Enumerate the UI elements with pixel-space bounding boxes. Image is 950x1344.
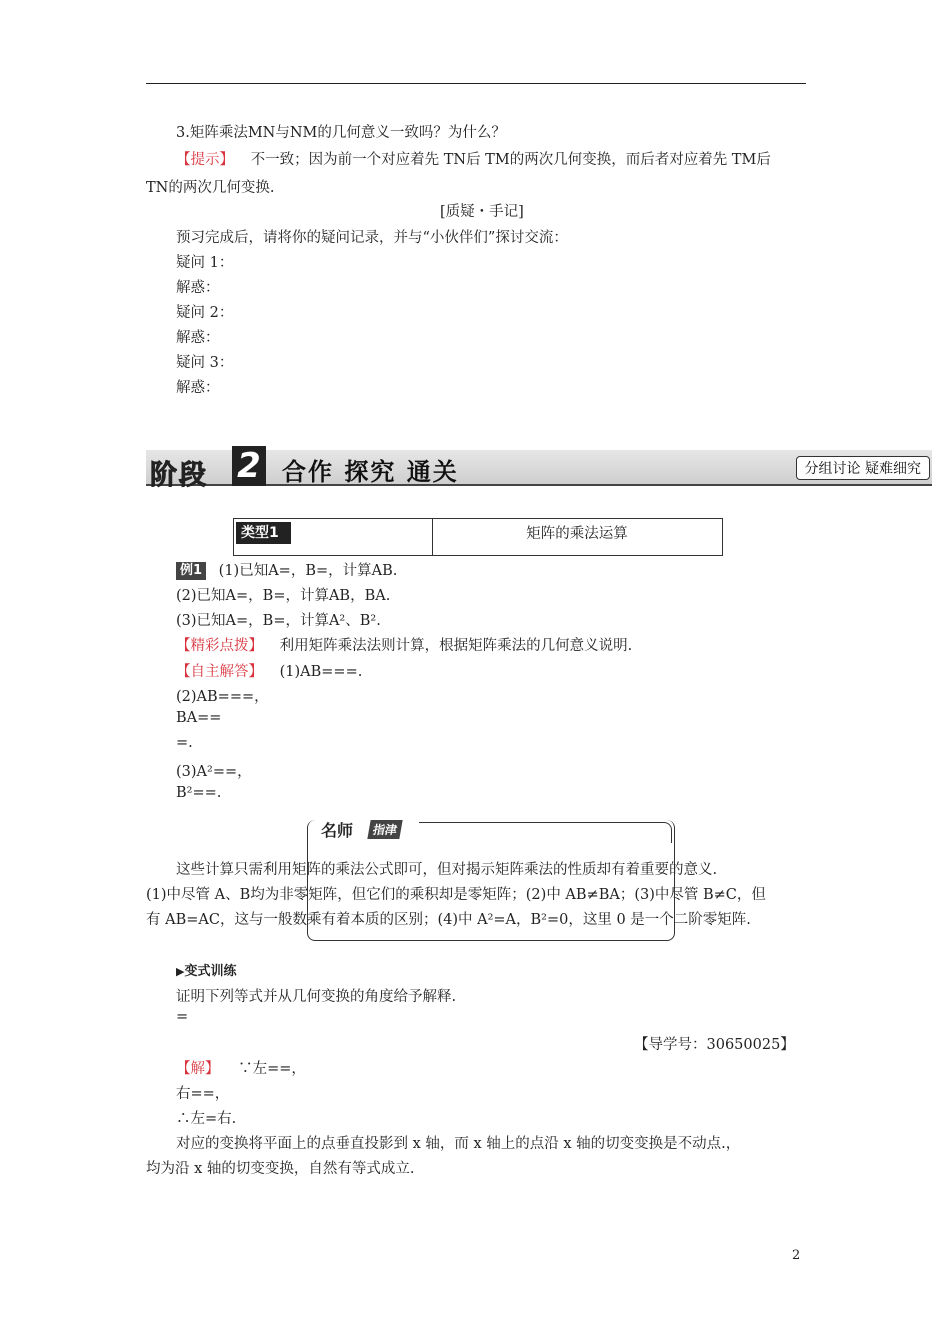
hint-text: 不一致；因为前一个对应着先 TN后 TM的两次几何变换，而后者对应着先 TM后 — [250, 152, 771, 168]
example-line-2: (2)已知A=，B=，计算AB，BA. — [176, 588, 391, 604]
notes-intro: 预习完成后，请将你的疑问记录，并与“小伙伴们”探讨交流： — [176, 230, 568, 246]
notes-line: 解惑： — [176, 280, 220, 296]
answer-line: (2)AB===， — [176, 689, 269, 705]
notes-line: 疑问 1： — [176, 255, 234, 271]
tip-line: 这些计算只需利用矩阵的乘法公式即可，但对揭示矩阵乘法的性质却有着重要的意义. — [176, 862, 718, 878]
variant-label-text: 变式训练 — [184, 964, 237, 979]
variant-line: = — [176, 1009, 189, 1025]
hint-label: 【提示】 — [176, 152, 234, 168]
jie-text: ∵左==， — [238, 1061, 306, 1077]
example-line-3: (3)已知A=，B=，计算A²、B². — [176, 613, 381, 629]
banner-title: 合作 探究 通关 — [282, 458, 459, 486]
zizhu-label: 【自主解答】 — [176, 664, 263, 680]
example-label: 例1 — [176, 562, 206, 580]
notes-line: 疑问 3： — [176, 355, 234, 371]
tip-title: 名师 — [321, 818, 355, 841]
banner-right-label: 分组讨论 疑难细究 — [796, 456, 930, 480]
tip-line: 有 AB=AC，这与一般数乘有着本质的区别；(4)中 A²=A，B²=0，这里 0 是一个二阶零矩阵. — [146, 912, 751, 928]
solution-line: 右==， — [176, 1086, 230, 1102]
tip-header-line — [419, 822, 672, 843]
header-rule — [146, 83, 806, 84]
variant-line: 证明下列等式并从几何变换的角度给予解释. — [176, 989, 457, 1005]
solution-line: ∴左=右. — [176, 1111, 237, 1127]
solution-line: 对应的变换将平面上的点垂直投影到 x 轴，而 x 轴上的点沿 x 轴的切变变换是不动点.， — [176, 1136, 741, 1152]
hint-line — [176, 148, 771, 169]
banner-number: 2 — [232, 446, 266, 486]
jie-label: 【解】 — [176, 1061, 220, 1077]
notes-line: 解惑： — [176, 380, 220, 396]
guide-number: 【导学号：30650025】 — [634, 1037, 795, 1053]
example-line-1 — [176, 559, 397, 580]
dianbo-label: 【精彩点拨】 — [176, 638, 263, 654]
zizhu-line — [176, 660, 362, 681]
answer-line: (3)A²==， — [176, 764, 252, 780]
solution-line: 均为沿 x 轴的切变变换，自然有等式成立. — [146, 1161, 415, 1177]
banner-stage: 阶段 — [150, 460, 208, 491]
type-box — [233, 518, 723, 556]
answer-line: B²==. — [176, 785, 222, 801]
variant-label: ▶变式训练 — [176, 964, 237, 979]
type-title: 矩阵的乘法运算 — [526, 526, 628, 542]
dianbo-text: 利用矩阵乘法法则计算，根据矩阵乘法的几何意义说明. — [279, 638, 633, 654]
type-tag: 类型1 — [236, 522, 291, 544]
tip-tag: 指津 — [367, 820, 402, 839]
notes-line: 解惑： — [176, 330, 220, 346]
example-text: (1)已知A=，B=，计算AB. — [218, 563, 398, 579]
page-number: 2 — [792, 1248, 801, 1263]
tip-line: (1)中尽管 A、B均为非零矩阵，但它们的乘积却是零矩阵；(2)中 AB≠BA；(3)中尽管 B≠C，但 — [146, 887, 766, 903]
answer-line: =. — [176, 735, 193, 751]
zizhu-text: (1)AB===. — [279, 664, 363, 680]
jie-line — [176, 1057, 306, 1078]
stage-banner — [146, 446, 932, 491]
hint-text-2: TN的两次几何变换. — [146, 180, 275, 196]
question-3: 3.矩阵乘法MN与NM的几何意义一致吗？为什么？ — [176, 125, 506, 141]
answer-line: BA== — [176, 710, 222, 726]
dianbo-line — [176, 634, 632, 655]
notes-heading: [质疑・手记] — [440, 204, 524, 220]
notes-line: 疑问 2： — [176, 305, 234, 321]
tip-header — [307, 818, 675, 842]
